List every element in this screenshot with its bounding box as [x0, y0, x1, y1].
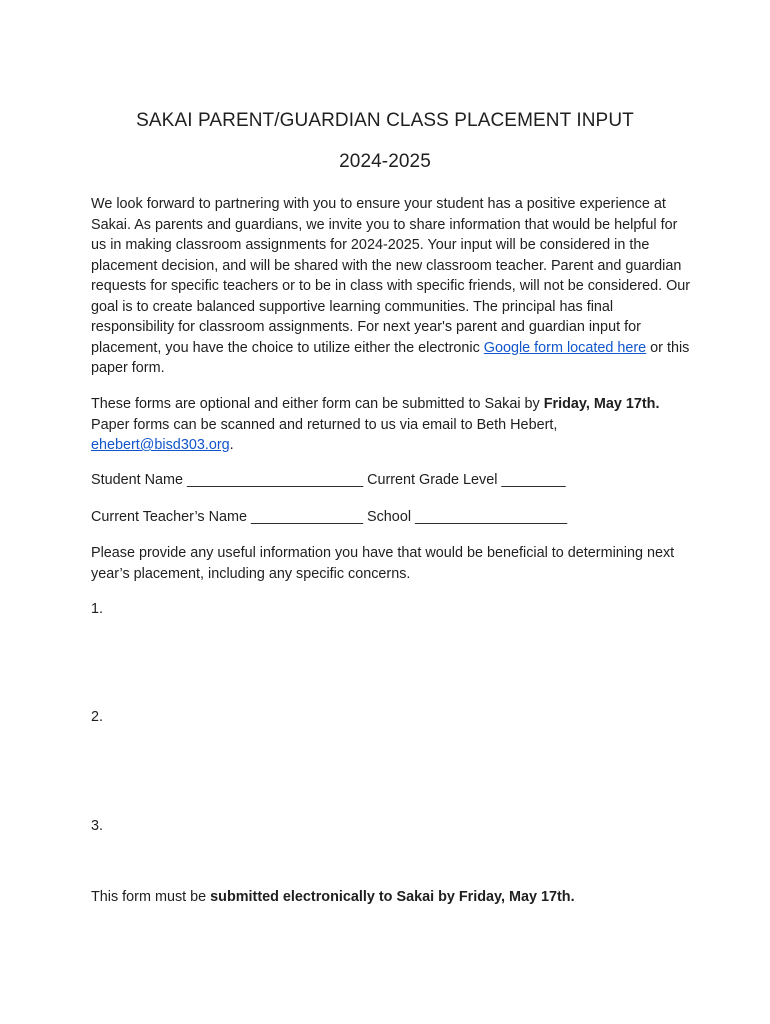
submission-deadline: Friday, May 17th. — [543, 396, 660, 412]
intro-text-end: or this paper form. — [91, 339, 690, 376]
list-item-2: 2. — [91, 709, 104, 725]
school-year: 2024-2025 — [339, 151, 431, 172]
document-title: SAKAI PARENT/GUARDIAN CLASS PLACEMENT INPUT — [136, 110, 634, 131]
footer-bold: submitted electronically to Sakai by Friday, May 17th. — [210, 889, 575, 905]
submission-period: . — [229, 437, 234, 453]
submission-paragraph — [91, 394, 691, 456]
submission-text-2: Paper forms can be scanned and returned to us via email to Beth Hebert, — [91, 416, 558, 433]
teacher-school-field: Current Teacher’s Name ______________ School ___________________ — [91, 509, 568, 525]
list-item-1: 1. — [91, 601, 104, 617]
footer-text: This form must be — [91, 889, 211, 905]
intro-paragraph — [91, 194, 691, 379]
list-item-3: 3. — [91, 818, 104, 834]
footer-note — [91, 887, 691, 908]
intro-text: We look forward to partnering with you to ensure your student has a positive experience at Sakai. As parents and guardians, we invite you to share information that would be helpful for us in making classroom assignments for 2024-2025. Your input will be considered in the placement decision, and will be shared with the new classroom teacher. Parent and guardian requests for specific teachers or to be in class with specific friends, will not be considered. Our goal is to create balanced supportive learning communities. The principal has final responsibility for classroom assignments. For next year's parent and guardian input for placement, you have the choice to utilize either the electronic — [91, 196, 691, 356]
email-link[interactable]: ehebert@bisd303.org — [91, 437, 230, 453]
submission-text: These forms are optional and either form can be submitted to Sakai by — [91, 396, 544, 412]
google-form-link[interactable]: Google form located here — [483, 339, 647, 356]
info-prompt: Please provide any useful information you have that would be beneficial to determining next year’s placement, including any specific concerns. — [91, 545, 675, 582]
student-name-grade-field: Student Name ______________________ Current Grade Level ________ — [91, 472, 566, 488]
